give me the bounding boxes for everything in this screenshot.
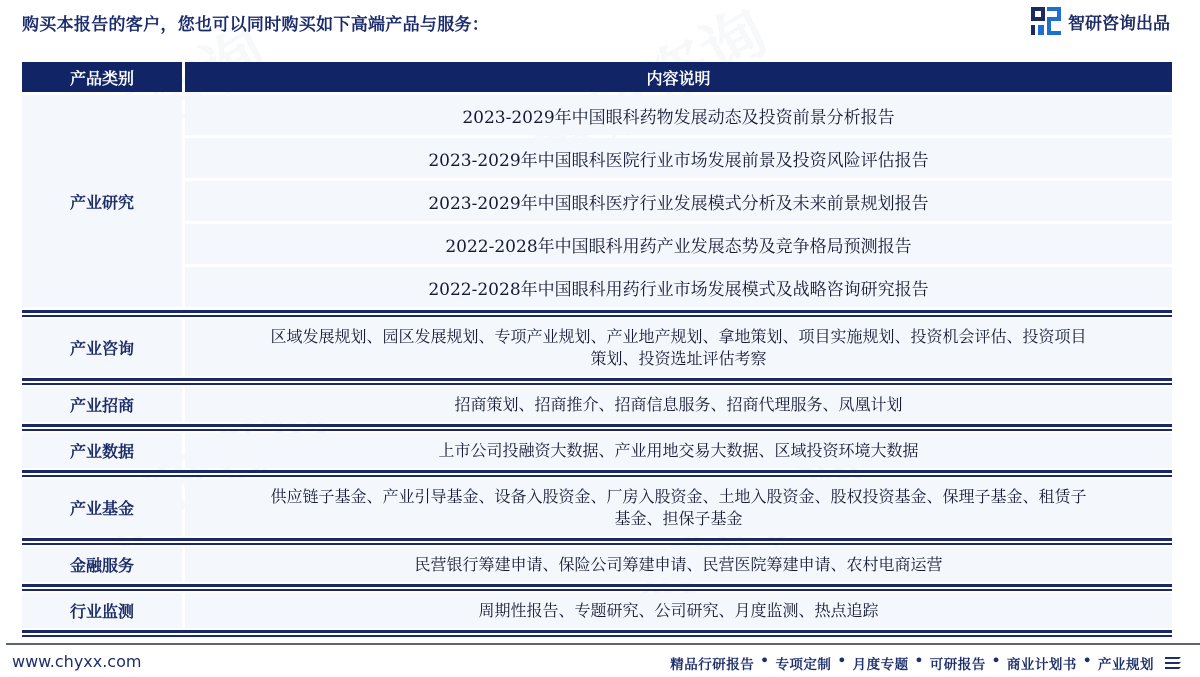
nav-separator: •	[1082, 653, 1092, 669]
description-cell	[185, 547, 1172, 582]
footer-nav-item[interactable]: 月度专题	[852, 657, 909, 673]
description-cell	[185, 593, 1172, 628]
website-link[interactable]: www.chyxx.com	[12, 652, 142, 671]
description-cell	[185, 387, 1172, 422]
description-line: 供应链子基金、产业引导基金、设备入股资金、厂房入股资金、土地入股资金、股权投资基金、保理子基金、租赁子	[270, 486, 1087, 506]
row-divider	[22, 310, 1172, 317]
footer-nav-item[interactable]: 专项定制	[775, 657, 832, 673]
category-cell: 行业监测	[22, 593, 182, 628]
table-row	[22, 479, 1172, 536]
brand-name: 智研咨询出品	[1068, 13, 1170, 34]
description-line: 基金、担保子基金	[614, 508, 743, 528]
category-cell: 产业基金	[22, 479, 182, 536]
row-divider	[22, 424, 1172, 431]
nav-separator: •	[991, 653, 1001, 669]
category-cell: 产业咨询	[22, 319, 182, 376]
nav-separator: •	[760, 653, 770, 669]
stack-lines-icon	[1164, 655, 1182, 671]
nav-separator: •	[837, 653, 847, 669]
table-row	[22, 433, 1172, 468]
footer-nav-item[interactable]: 精品行研报告	[670, 657, 755, 673]
row-divider	[22, 378, 1172, 385]
description-line: 民营银行筹建申请、保险公司筹建申请、民营医院筹建申请、农村电商运营	[414, 554, 943, 574]
table-row	[22, 319, 1172, 376]
page-title: 购买本报告的客户，您也可以同时购买如下高端产品与服务：	[22, 15, 490, 35]
table-row	[22, 593, 1172, 628]
description-cell	[185, 433, 1172, 468]
footer-nav-item[interactable]: 产业规划	[1098, 657, 1154, 673]
footer-nav	[670, 653, 1154, 673]
footer-nav-item[interactable]: 商业计划书	[1006, 657, 1077, 673]
row-divider	[22, 584, 1172, 591]
table-row-research	[22, 95, 1172, 307]
report-item[interactable]: 2022-2028年中国眼科用药产业发展态势及竞争格局预测报告	[185, 224, 1172, 264]
report-item[interactable]: 2023-2029年中国眼科医院行业市场发展前景及投资风险评估报告	[185, 138, 1172, 178]
product-table	[22, 62, 1172, 639]
table-row	[22, 547, 1172, 582]
footer-nav-item[interactable]: 可研报告	[929, 657, 986, 673]
report-list	[185, 95, 1172, 307]
brand	[1031, 7, 1170, 35]
category-cell: 金融服务	[22, 547, 182, 582]
description-cell	[185, 479, 1172, 536]
column-header-category: 产品类别	[22, 62, 182, 92]
row-divider	[22, 470, 1172, 477]
description-line: 策划、投资选址评估考察	[590, 348, 767, 368]
description-line: 招商策划、招商推介、招商信息服务、招商代理服务、凤凰计划	[454, 394, 903, 414]
category-cell: 产业数据	[22, 433, 182, 468]
table-row	[22, 387, 1172, 422]
table-header	[22, 62, 1172, 92]
description-line: 周期性报告、专题研究、公司研究、月度监测、热点追踪	[478, 600, 879, 620]
report-item[interactable]: 2023-2029年中国眼科医疗行业发展模式分析及未来前景规划报告	[185, 181, 1172, 221]
description-cell	[185, 319, 1172, 376]
nav-separator: •	[914, 653, 924, 669]
description-line: 上市公司投融资大数据、产业用地交易大数据、区域投资环境大数据	[438, 440, 919, 460]
category-cell: 产业研究	[22, 95, 182, 307]
table-bottom-divider	[22, 630, 1172, 637]
report-item[interactable]: 2023-2029年中国眼科药物发展动态及投资前景分析报告	[185, 95, 1172, 135]
footer-divider	[6, 643, 1200, 645]
report-item[interactable]: 2022-2028年中国眼科用药行业市场发展模式及战略咨询研究报告	[185, 267, 1172, 307]
column-header-description: 内容说明	[185, 62, 1172, 92]
category-cell: 产业招商	[22, 387, 182, 422]
description-line: 区域发展规划、园区发展规划、专项产业规划、产业地产规划、拿地策划、项目实施规划、投资机会评估、投资项目	[270, 326, 1087, 346]
brand-logo-icon	[1031, 7, 1061, 35]
row-divider	[22, 538, 1172, 545]
